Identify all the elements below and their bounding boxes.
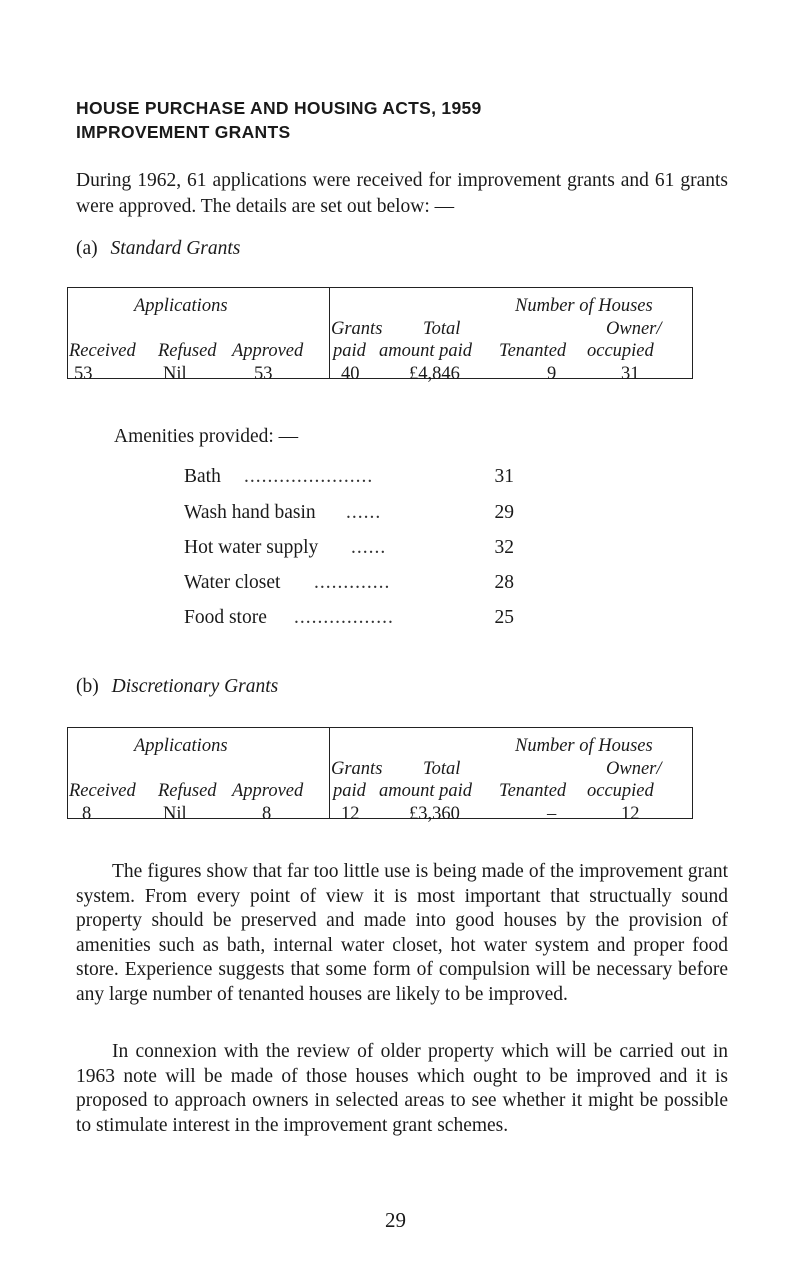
disc-val-grants-paid: 12 <box>341 804 360 824</box>
title-acts: HOUSE PURCHASE AND HOUSING ACTS, 1959 <box>76 98 482 118</box>
amenity-label: Water closet <box>184 572 281 593</box>
amenity-value: 32 <box>494 537 514 558</box>
amenity-leader: ...... <box>346 502 382 523</box>
std-val-grants-paid: 40 <box>341 364 360 384</box>
std-hdr-refused: Refused <box>158 341 217 361</box>
disc-val-refused: Nil <box>163 804 187 824</box>
amenity-value: 25 <box>494 607 514 628</box>
standard-grants-heading <box>76 238 240 260</box>
disc-val-tenanted: – <box>547 804 557 824</box>
discretionary-applications-block <box>67 728 330 824</box>
disc-hdr-owner: Owner/ <box>606 759 662 779</box>
disc-hdr-amount-paid: amount paid <box>379 781 473 801</box>
disc-hdr-paid: paid <box>333 781 366 801</box>
std-hdr-applications: Applications <box>134 296 228 316</box>
amenity-label: Bath <box>184 466 221 487</box>
discretionary-label: (b) <box>76 676 99 697</box>
disc-hdr-grants: Grants <box>331 759 383 779</box>
disc-hdr-received: Received <box>69 781 136 801</box>
std-hdr-total: Total <box>423 319 461 339</box>
findings-paragraph: The figures show that far too little use is being made of the improvement grant system. From every point of view it is most important that structually sound property should be preserved and made into good houses by the provision of amenities such as bath, internal water closet, hot water system and proper food store. Experience suggests that some form of compulsion will be necessary before any large number of tenanted houses are likely to be improved. <box>76 861 728 1005</box>
disc-hdr-number-of-houses: Number of Houses <box>515 736 653 756</box>
amenity-label: Food store <box>184 607 267 628</box>
std-val-total-amount: £4,846 <box>409 364 460 384</box>
amenity-row <box>184 607 514 633</box>
amenity-value: 29 <box>494 502 514 523</box>
amenity-row <box>184 502 514 528</box>
std-val-tenanted: 9 <box>547 364 557 384</box>
disc-hdr-applications: Applications <box>134 736 228 756</box>
page-number: 29 <box>385 1208 406 1232</box>
review-paragraph: In connexion with the review of older property which will be carried out in 1963 note will be made of those houses which ought to be improved and it is proposed to approach owners in selected areas to see whether it might be possible to stimulate interest in the improvement grant schemes. <box>76 1041 728 1136</box>
discretionary-grants-block <box>329 728 693 824</box>
standard-applications-block <box>67 288 330 384</box>
disc-hdr-tenanted: Tenanted <box>499 781 567 801</box>
disc-hdr-approved: Approved <box>232 781 304 801</box>
amenity-row <box>184 466 514 492</box>
amenity-leader: ............. <box>314 572 391 593</box>
amenity-row <box>184 572 514 598</box>
standard-grants-table <box>67 287 693 384</box>
title-improvement-grants: IMPROVEMENT GRANTS <box>76 122 291 142</box>
discretionary-grants-table <box>67 727 693 824</box>
std-hdr-number-of-houses: Number of Houses <box>515 296 653 316</box>
discretionary-grants-heading <box>76 676 278 698</box>
standard-title: Standard Grants <box>110 238 241 259</box>
std-hdr-tenanted: Tenanted <box>499 341 567 361</box>
std-hdr-amount-paid: amount paid <box>379 341 473 361</box>
intro-paragraph: During 1962, 61 applications were received for improvement grants and 61 grants were approved. The details are set out below: — <box>76 170 728 217</box>
std-val-owner-occupied: 31 <box>621 364 640 384</box>
std-val-approved: 53 <box>254 364 273 384</box>
amenity-leader: ...................... <box>244 466 374 487</box>
std-hdr-grants: Grants <box>331 319 383 339</box>
std-val-refused: Nil <box>163 364 187 384</box>
standard-label: (a) <box>76 238 98 259</box>
disc-val-total-amount: £3,360 <box>409 804 460 824</box>
disc-val-received: 8 <box>82 804 92 824</box>
standard-grants-block <box>329 288 693 384</box>
amenity-value: 28 <box>494 572 514 593</box>
discretionary-title: Discretionary Grants <box>111 676 279 697</box>
std-hdr-owner: Owner/ <box>606 319 662 339</box>
amenity-label: Hot water supply <box>184 537 319 558</box>
std-hdr-approved: Approved <box>232 341 304 361</box>
disc-val-owner-occupied: 12 <box>621 804 640 824</box>
amenity-label: Wash hand basin <box>184 502 316 523</box>
std-hdr-occupied: occupied <box>587 341 654 361</box>
amenity-value: 31 <box>494 466 514 487</box>
std-val-received: 53 <box>74 364 93 384</box>
disc-val-approved: 8 <box>262 804 272 824</box>
std-hdr-paid: paid <box>333 341 366 361</box>
disc-hdr-total: Total <box>423 759 461 779</box>
std-hdr-received: Received <box>69 341 136 361</box>
amenity-row <box>184 537 514 563</box>
amenities-title: Amenities provided: — <box>114 426 299 447</box>
amenity-leader: ...... <box>351 537 387 558</box>
disc-hdr-refused: Refused <box>158 781 217 801</box>
disc-hdr-occupied: occupied <box>587 781 654 801</box>
amenity-leader: ................. <box>294 607 394 628</box>
